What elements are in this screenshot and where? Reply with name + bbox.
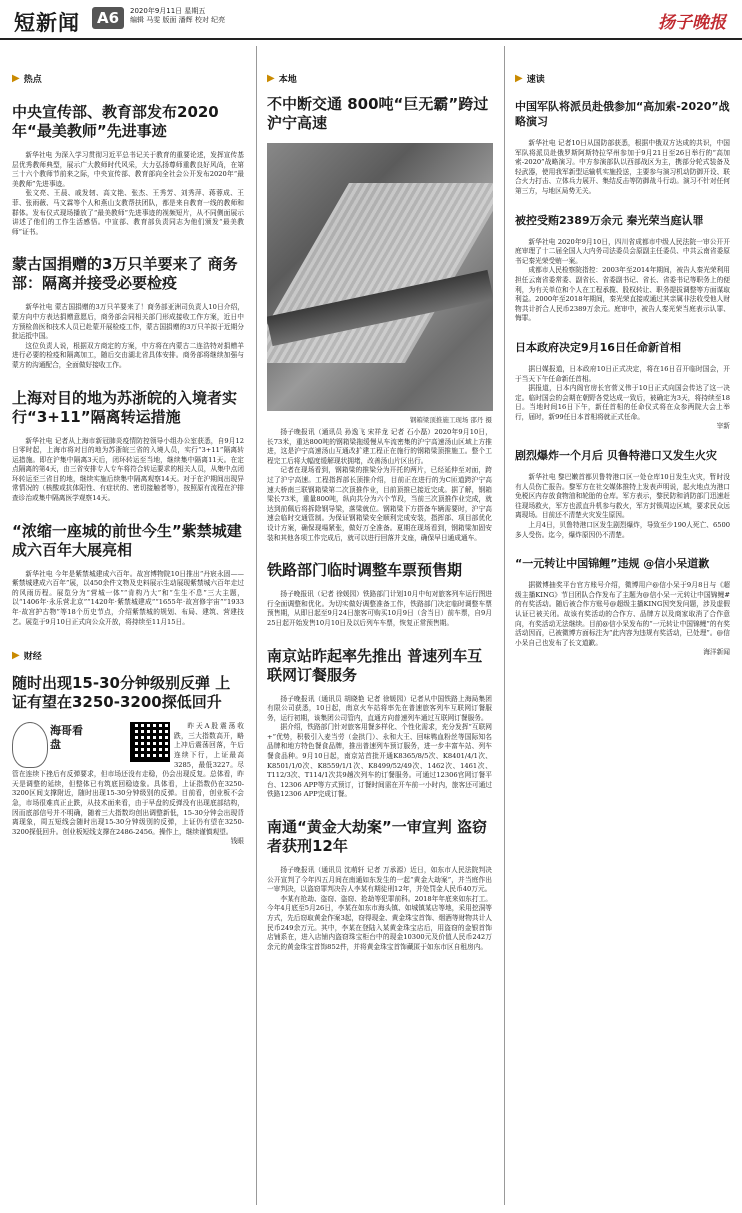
editor-text: 编辑 马雯 版面 潘辉 校对 纪亮 — [130, 16, 226, 24]
article-gold-heist — [267, 818, 492, 952]
article-body: 新华社电 蒙古国捐赠的3万只羊要来了！商务部亚洲司负责人10日介绍，蒙方向中方表达捐赠意愿后，商务部会同相关部门形成接收工作方案，近日中方预检兽医和技术人员已赴蒙开展检疫工作，蒙古国捐赠的3万只羊拟于近期分批运抵中国。 — [12, 303, 244, 341]
bridge-photo — [267, 143, 493, 411]
article-title: 南通“黄金大劫案”一审宣判 盗窃者获刑12年 — [267, 818, 487, 856]
article-title: 上海对目的地为苏浙皖的入境者实行“3+11”隔离转运措施 — [12, 388, 238, 426]
article-body: 新华社电 记者从上海市新冠肺炎疫情防控领导小组办公室获悉，自9月12日零时起，上海市将对目的地为苏浙皖三省的入境人员，实行“3+11”隔离转运措施。即在沪集中隔离3天后，闭环转运至当地，继续集中隔离11天。在定点隔离的第4天，由三省安排专人专车将符合转运要求的相关人员，从集中点闭环转运至三省目的地，继续实施后续集中隔离观察14天。对于在沪期间出现异常情况的（核酸或抗体阳性、有症状的、密切接触者等），按照原有流程在沪排查诊治或集中隔离医学观察14天。 — [12, 436, 244, 503]
article-bridge — [267, 95, 492, 543]
article-body: 扬子晚报讯（通讯员 胡晓艳 记者 徐媛园）记者从中国铁路上海局集团有限公司获悉，10日起，南京火车站将率先在普速旅客列车互联网订餐服务，运行初期，该集团公司管内，直通方向普速列车通过互联网订餐服务。 — [267, 694, 492, 722]
article-body: 扬子晚报讯（通讯员 孙逸飞 宋祥龙 记者 石小磊）2020年9月10日，长73米，重达800吨的钢箱梁拖缓慢从车流密集的沪宁高速汤山区域上方推进，这是沪宁高速汤山互通改扩建工程正在施行的钢箱梁顶推施工。整个工程完工后将大幅度缓解现状拥堵，改善汤山片区出行。 — [267, 428, 492, 465]
article-railway-tickets — [267, 561, 492, 628]
article-body: 这位负责人说，根据双方商定的方案，中方将在内蒙古二连浩特对捐赠羊进行必要的检疫和隔离加工，随后交由湖北省具体安排。商务部将继续加强与蒙方的沟通配合，全面做好接收工作。 — [12, 341, 244, 369]
article-koi — [515, 556, 730, 658]
article-author: 海洋新闻 — [703, 648, 730, 657]
article-author: 宰新 — [716, 422, 730, 431]
article-body: 成都市人民检察院指控：2003年至2014年期间，被告人秦光荣利用担任云南省委常委、副省长、省委副书记、省长、省委书记等职务上的便利，为有关单位和个人在工程承揽、股权转让、职务提拔调整等方面谋取利益。2000年至2018年期间，秦光荣直接或通过其亲属非法收受他人财物共计折合人民币2389万余元。庭审中，被告人秦光荣当庭表示认罪、悔罪。 — [515, 266, 730, 323]
article-body: 据日媒报道，日本政府10日正式决定，将在16日召开临时国会，开于当天下午任命新任首相。 — [515, 364, 730, 383]
article-title: 南京站昨起率先推出 普速列车互联网订餐服务 — [267, 646, 483, 684]
page-number: A6 — [92, 7, 124, 29]
article-title: 中央宣传部、教育部发布2020年“最美教师”先进事迹 — [12, 103, 219, 140]
article-title: 蒙古国捐赠的3万只羊要来了 商务部：隔离并接受必要检疫 — [12, 255, 238, 293]
article-body: 据报道，日本内阁官房长官菅义伟于10日正式向国会传达了这一决定。临时国会的会期在朝野各党达成一致后，被确定为3天，将持续至18日。当地时间16日下午，新任首相的任命仪式将在众参两院大会上举行，届时，新99任日本首相将就正式任命。 — [515, 384, 730, 421]
arrow-icon: ▶ — [515, 73, 523, 84]
article-body: 张文亮、王晨、戚发轫、高文艳、张杰、王秀芳、刘秀萍、蒋蓉成、王菲、张雨薇、马文霖等个人和燕山支教帮扶团队，都是来自教育一线的教师和群体。发布仪式现场播放了“最美教师”先进事迹的视频短片，从不同侧面展示讲述了他们的工作生活感悟。中宣部、教育部负责同志为他们颁发“最美教师”证书。 — [12, 189, 244, 236]
article-title: 剧烈爆炸一个月后 贝鲁特港口又发生火灾 — [515, 449, 717, 463]
section-label: ▶ 速读 — [515, 73, 545, 85]
article-body: 新华社电 为深入学习贯彻习近平总书记关于教育的重要论述，发挥宣传基层优秀教师典型，展示广大教师时代风采，大力弘扬尊师重教良好风尚，在第三十六个教师节前来之际，中央宣传部、教育部向全社会公开发布2020年“最美教师”先进事迹。 — [12, 151, 244, 188]
article-stock — [12, 674, 244, 847]
page-header — [0, 0, 742, 40]
article-title: 铁路部门临时调整车票预售期 — [267, 561, 463, 580]
column-3 — [504, 46, 730, 1205]
section-label: ▶ 财经 — [12, 650, 42, 663]
article-military-drill — [515, 99, 730, 197]
article-body: 李某有抢劫、盗窃、盗窃、抢劫等犯罪前科。2018年年底来如东打工。今年4月底至5月26日，李某在如东市海头镇、如城镇某店等地，采用挖洞等方式，先后窃取黄金作案3起，窃得现金、黄金珠宝首饰、烟酒等财物共计人民币249余万元。其中，李某在登陆入某黄金珠宝店后，用盗窃的金银首饰店铺系在，进入店铺内盗窃珠宝柜台中的现金10300元及价值人民币242万余元的黄金珠宝首饰852件，并将黄金珠宝首饰藏匿于如东市区自租房内。 — [267, 894, 492, 951]
article-title: 中国军队将派员赴俄参加“高加索-2020”战略演习 — [515, 100, 730, 128]
column-1 — [12, 46, 244, 1205]
arrow-icon: ▶ — [12, 650, 20, 662]
article-body: 昨天A股震荡收跌，三大指数高开，略上冲后震荡回落，午后连续下行，上证最高3285，最低3227。尽管在连续下挫后有反弹要求，但市场还没有走稳，仍会出现反复。总体看，昨天是调整的延续，但整体已有筑底回稳迹象。具体看，上证指数仍在3250-3200区间支撑附近，随时出现15-30分钟级别的反弹。目前看，创业板不会急，市场很难真正止跌，从技术面来看，由于早盘的反弹没有出现底部结构，因而底部信号并不明确，随着三大指数均创出调整新低，15-30分钟会出现背离现象，周五短线会随时出现15-30分钟级别的反弹，上证仍有望在3250-3200探低回升。创业板短线支撑在2486-2456。操作上，继续谨慎观望。 — [12, 722, 244, 836]
article-body: 新华社电 黎巴嫩首都贝鲁特港口区一处仓库10日发生火灾，暂时没有人员伤亡报告。黎军方在社交媒体推特上发表声明说，起火地点为港口免税区内存放食物油和轮胎的仓库。军方表示，黎民防和消防部门迅速赶往现场救火，军方也派直升机参与救火，军方封锁周边区域，要求民众远离现场。目前还不清楚火灾发生原因。 — [515, 473, 730, 520]
date-line — [130, 7, 260, 25]
article-teachers — [12, 103, 244, 237]
article-body: 据介绍，铁路部门针对旅客用餐多样化、个性化需求，充分发挥“互联网+”优势，积极引入麦当劳（金拱门）、永和大王、回味鸭血粉丝等国际知名品牌和地方特色餐食品牌，推出普速列车预订服务，进一步丰富车站、列车餐食品种。9月10日起，南京站首批开通K8365/8/5次、K8401/4/1次、K8501/1/0次、K8559/1/1次、K8499/52/49次、1462次、1461次、T112/3次、T114/1次共9趟次列车的订餐服务。可通过12306官网订餐平台、12306 APP等方式预订，订餐时间需在开车前一小时内，旅客还可通过铁路12306 APP完成订餐。 — [267, 723, 492, 799]
article-body: 记者在现场看到，钢箱梁的推梁分为开托的两片，已经延伸至对面，跨过了沪宁高速。工程指挥部长顶推介绍，目前正在进行的为C匝道跨沪宁高速大桥南三联钢箱梁第二次顶推作业，目前顶推已接近完成。据了解，钢箱梁长73米，重量800吨，纵向共分为六个节段，当前三次顶推作业完成，就达到前佩后将拆除钢导梁，落梁就位。钢箱梁下方搭备车辆需要时，沪宁高速会临时交通管制。为保证钢箱梁安全顺利完成安装，指挥部、项目部优化设计方案，确保现場紧张，做好万全准备。夏期在现场看到，钢箱梁加固安装和其他各项工作完成后，就可以进行回落并支座，确保早日通成通车。 — [267, 466, 492, 542]
arrow-icon: ▶ — [267, 73, 275, 84]
article-title: 被控受贿2389万余元 秦光荣当庭认罪 — [515, 213, 704, 227]
article-body: 扬子晚报讯（通讯员 沈萌轩 记者 万承源）近日，如东市人民法院判决公开宣判了今年四五月间在南通如东发生的一起“黄金大劫案”，并当庭作出一审判决，以盗窃罪判决告人李某有期徒刑12年，并处罚金人民币40万元。 — [267, 866, 492, 894]
article-sheep — [12, 255, 244, 370]
article-title: 随时出现15-30分钟级别反弹 上证有望在3250-3200探低回升 — [12, 674, 231, 712]
article-body: 据微博抽奖平台官方账号介绍，微博用户@信小呆于9月8日与《超级主播KING》节目团队合作发布了主题为@信小呆一元转让中国锦鲤#的有奖活动。随后被合作方账号@超级主播KING因突发问题，涉及虚假认证已被关闭。故该有奖活动的合作方、品牌方以及商家取消了合作意向，有奖活动无法继续。目前@信小呆发布的“一元转让中国锦鲤”的有奖活动因而，已被微博方面标注为“此内容为违规有奖活动，已处理”。@信小呆自己也发布了长文道歉。 — [515, 581, 730, 647]
article-qin-guangrong — [515, 213, 730, 324]
article-train-meals — [267, 647, 492, 801]
article-forbidden-city — [12, 522, 244, 628]
section-label: ▶ 热点 — [12, 73, 42, 85]
column-2 — [256, 46, 492, 1205]
date-text: 2020年9月11日 星期五 — [130, 7, 206, 15]
article-shanghai — [12, 389, 244, 504]
article-body: 新华社电 记者10日从国防部获悉，根据中俄双方达成的共识，中国军队将派员赴俄罗斯阿斯特拉罕州参加于9月21日至26日举行的“高加索-2020”战略演习。中方参演部队以西部战区为主，携部分轮式装备及轻武器，使用我军新型运输机实施投送，主要参与演习机动防御开设、联合火力打击、立体兵力展开、集结反击等防御战斗行动。演习不针对任何第三方，与地区局势无关。 — [515, 139, 730, 195]
section-label: ▶ 本地 — [267, 73, 297, 85]
article-body: 扬子晚报讯（记者 徐媛园）铁路部门计划10月中旬对旅客列车运行图进行全面调整和优化。为切实做好调整准备工作，铁路部门决定临时调整车票预售期，从即日起至9月24日旅客可购买10月9日（含当日）前车票，自9月25日起开始发售10月10日及以后列车车票，恢复正常预售期。 — [267, 590, 492, 627]
article-title: “浓缩一座城的前世今生”紫禁城建成六百年大展亮相 — [12, 521, 242, 559]
article-beirut-fire — [515, 448, 730, 540]
qr-code — [130, 722, 170, 762]
article-body: 新华社电 2020年9月10日，四川省成都市中级人民法院一审公开开庭审理了十二届全国人大内务司法委员会原副主任委员、中共云南省委原书记秦光荣受贿一案。 — [515, 237, 730, 265]
article-title: 日本政府决定9月16日任命新首相 — [515, 340, 681, 354]
newspaper-logo: 扬子晚报 — [658, 13, 726, 33]
column-tag: 海哥看盘 — [50, 724, 83, 752]
section-name: 短新闻 — [14, 11, 80, 35]
article-body: 新华社电 今年是紫禁城建成六百年。故宫博物院10日推出“丹宸永固——紫禁城建成六百年”展，以450余件文物及史料展示生动展现紫禁城六百年走过的风雨历程。展览分为“营城一体”“肯构乃大”和“生生不息”三大主题，以“1406年·永乐营北京”“1420年·紫禁城建成”“1655年·故宫修宇宙”“1933年·故宫护古物”等18个历史节点，介绍紫禁城的规划、布局、建筑、营建技艺。展览于9月10日正式向公众开放，将持续至11月15日。 — [12, 569, 244, 626]
article-title: “一元转让中国锦鲤”违规 @信小呆道歉 — [515, 557, 710, 571]
article-title: 不中断交通 800吨“巨无霸”跨过沪宁高速 — [267, 95, 489, 132]
photo-caption: 钢箱梁顶推施工现场 邵丹 摄 — [409, 416, 492, 424]
article-body: 上月4日，贝鲁特港口区发生剧烈爆炸，导致至少190人死亡、6500多人受伤。迄今，爆炸原因仍不清楚。 — [515, 521, 730, 539]
article-japan-pm — [515, 340, 730, 432]
columnist-avatar — [12, 722, 48, 768]
arrow-icon: ▶ — [12, 73, 20, 84]
article-author: 钱眼 — [230, 837, 244, 846]
